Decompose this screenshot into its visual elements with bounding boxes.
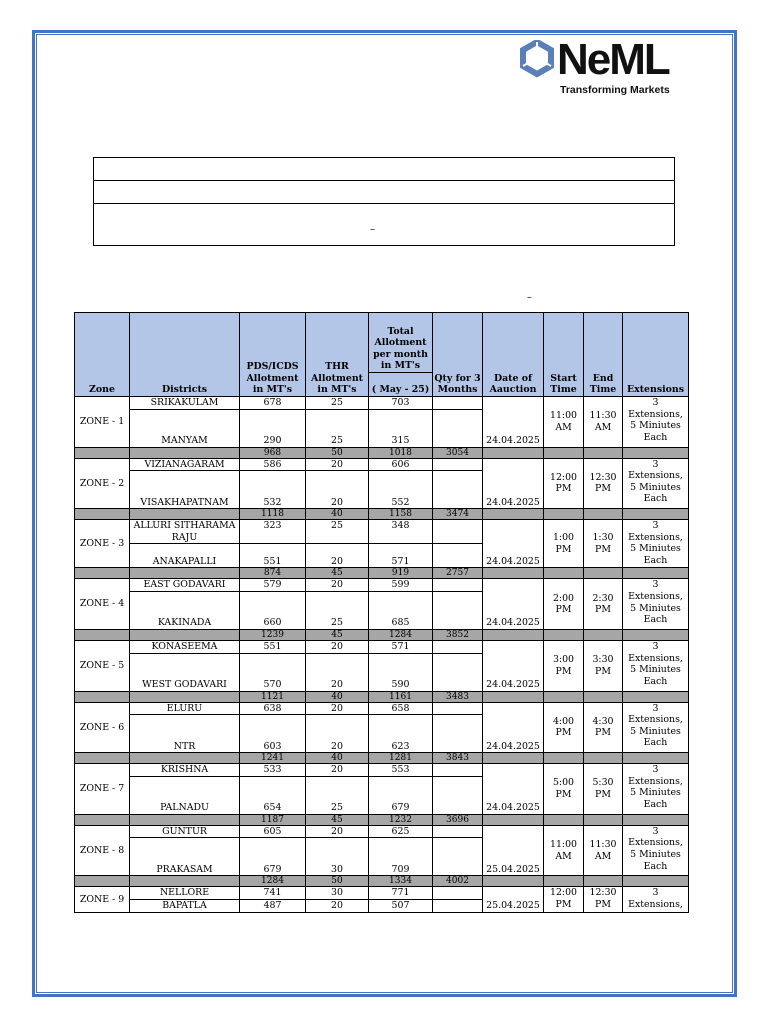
- allotment-table: [74, 312, 689, 913]
- total-cell: 590: [369, 653, 433, 691]
- info-row: [94, 181, 674, 204]
- district-cell: BAPATLA: [130, 899, 240, 912]
- date-cell: 24.04.2025: [483, 458, 544, 509]
- qty-cell: [433, 825, 483, 838]
- end-time-cell: 5:30 PM: [584, 764, 623, 815]
- info-dash: –: [370, 224, 375, 235]
- subtotal-blank: [130, 814, 240, 825]
- zone-cell: ZONE - 7: [75, 764, 130, 815]
- subtotal-pds: 1241: [240, 753, 306, 764]
- subtotal-row: [75, 691, 689, 702]
- subtotal-pds: 1187: [240, 814, 306, 825]
- subtotal-blank: [544, 629, 584, 640]
- total-cell: 553: [369, 764, 433, 777]
- thr-cell: 20: [306, 825, 369, 838]
- pds-cell: 570: [240, 653, 306, 691]
- allotment-table-body: [75, 397, 689, 913]
- subtotal-pds: 1239: [240, 629, 306, 640]
- thr-cell: 20: [306, 653, 369, 691]
- subtotal-thr: 45: [306, 814, 369, 825]
- subtotal-row: [75, 876, 689, 887]
- extensions-cell: 3 Extensions, 5 Miniutes Each: [623, 702, 689, 753]
- subtotal-blank: [130, 753, 240, 764]
- total-cell: 685: [369, 591, 433, 629]
- pds-cell: 603: [240, 715, 306, 753]
- info-row: [94, 204, 674, 245]
- total-cell: 606: [369, 458, 433, 471]
- zone-cell: ZONE - 4: [75, 579, 130, 630]
- subtotal-blank: [584, 629, 623, 640]
- district-cell: GUNTUR: [130, 825, 240, 838]
- district-cell: VIZIANAGARAM: [130, 458, 240, 471]
- thr-cell: 20: [306, 715, 369, 753]
- qty-cell: [433, 544, 483, 568]
- info-box: [93, 157, 675, 246]
- extensions-cell: 3 Extensions, 5 Miniutes Each: [623, 579, 689, 630]
- total-cell: 315: [369, 409, 433, 447]
- district-cell: PALNADU: [130, 776, 240, 814]
- date-cell: 24.04.2025: [483, 397, 544, 448]
- total-cell: 658: [369, 702, 433, 715]
- subtotal-blank: [544, 753, 584, 764]
- header-zone: Zone: [75, 313, 130, 397]
- table-row: [75, 520, 689, 544]
- thr-cell: 30: [306, 887, 369, 900]
- header-total-allotment: Total Allotment per month in MT's: [369, 313, 433, 373]
- subtotal-blank: [483, 691, 544, 702]
- subtotal-total: 1158: [369, 509, 433, 520]
- subtotal-blank: [130, 691, 240, 702]
- thr-cell: 25: [306, 397, 369, 410]
- subtotal-thr: 45: [306, 629, 369, 640]
- qty-cell: [433, 409, 483, 447]
- thr-cell: 25: [306, 409, 369, 447]
- start-time-cell: 11:00 AM: [544, 825, 584, 876]
- subtotal-pds: 1284: [240, 876, 306, 887]
- total-cell: 599: [369, 579, 433, 592]
- subtotal-qty: 3054: [433, 447, 483, 458]
- pds-cell: 605: [240, 825, 306, 838]
- subtotal-total: 1281: [369, 753, 433, 764]
- total-cell: 679: [369, 776, 433, 814]
- district-cell: WEST GODAVARI: [130, 653, 240, 691]
- start-time-cell: 3:00 PM: [544, 640, 584, 691]
- extensions-cell: 3 Extensions, 5 Miniutes Each: [623, 640, 689, 691]
- thr-cell: 20: [306, 764, 369, 777]
- pds-cell: 586: [240, 458, 306, 471]
- qty-cell: [433, 715, 483, 753]
- subtotal-thr: 40: [306, 753, 369, 764]
- extensions-cell: 3 Extensions, 5 Miniutes Each: [623, 458, 689, 509]
- district-cell: NELLORE: [130, 887, 240, 900]
- neml-logo: [519, 35, 679, 100]
- start-time-cell: 12:00 PM: [544, 458, 584, 509]
- subtotal-blank: [130, 876, 240, 887]
- zone-cell: ZONE - 1: [75, 397, 130, 448]
- subtotal-qty: 2757: [433, 568, 483, 579]
- subtotal-total: 1018: [369, 447, 433, 458]
- qty-cell: [433, 887, 483, 900]
- subtotal-blank: [584, 691, 623, 702]
- header-end-time: End Time: [584, 313, 623, 397]
- thr-cell: 20: [306, 544, 369, 568]
- district-cell: KAKINADA: [130, 591, 240, 629]
- start-time-cell: 12:00 PM: [544, 887, 584, 912]
- qty-cell: [433, 640, 483, 653]
- subtotal-row: [75, 509, 689, 520]
- subtotal-blank: [75, 876, 130, 887]
- pds-cell: 679: [240, 838, 306, 876]
- table-row: [75, 458, 689, 471]
- header-start-time: Start Time: [544, 313, 584, 397]
- table-row: [75, 825, 689, 838]
- qty-cell: [433, 458, 483, 471]
- table-row: [75, 764, 689, 777]
- logo-wordmark: NeML: [557, 35, 669, 84]
- table-row: [75, 640, 689, 653]
- header-extensions: Extensions: [623, 313, 689, 397]
- end-time-cell: 11:30 AM: [584, 397, 623, 448]
- subtotal-blank: [75, 753, 130, 764]
- end-time-cell: 12:30 PM: [584, 887, 623, 912]
- subtotal-total: 1284: [369, 629, 433, 640]
- subtotal-qty: 3474: [433, 509, 483, 520]
- end-time-cell: 11:30 AM: [584, 825, 623, 876]
- subtotal-row: [75, 447, 689, 458]
- header-pds-allotment: PDS/ICDS Allotment in MT's: [240, 313, 306, 397]
- pds-cell: 551: [240, 640, 306, 653]
- subtotal-blank: [75, 814, 130, 825]
- start-time-cell: 2:00 PM: [544, 579, 584, 630]
- qty-cell: [433, 776, 483, 814]
- end-time-cell: 4:30 PM: [584, 702, 623, 753]
- date-cell: 24.04.2025: [483, 640, 544, 691]
- subtotal-blank: [483, 814, 544, 825]
- pds-cell: 579: [240, 579, 306, 592]
- subtotal-thr: 40: [306, 509, 369, 520]
- table-row: [75, 579, 689, 592]
- subtotal-blank: [544, 568, 584, 579]
- qty-cell: [433, 838, 483, 876]
- subtotal-blank: [130, 509, 240, 520]
- subtotal-blank: [623, 691, 689, 702]
- subtotal-thr: 40: [306, 691, 369, 702]
- district-cell: EAST GODAVARI: [130, 579, 240, 592]
- subtotal-total: 1161: [369, 691, 433, 702]
- subtotal-blank: [584, 814, 623, 825]
- subtotal-blank: [544, 691, 584, 702]
- subtotal-blank: [483, 447, 544, 458]
- pds-cell: 638: [240, 702, 306, 715]
- subtotal-blank: [130, 447, 240, 458]
- subtotal-blank: [584, 509, 623, 520]
- subtotal-blank: [623, 814, 689, 825]
- subtotal-blank: [483, 629, 544, 640]
- subtotal-total: 919: [369, 568, 433, 579]
- qty-cell: [433, 764, 483, 777]
- date-cell: 24.04.2025: [483, 764, 544, 815]
- district-cell: ELURU: [130, 702, 240, 715]
- logo-tagline: Transforming Markets: [560, 84, 670, 96]
- end-time-cell: 3:30 PM: [584, 640, 623, 691]
- pds-cell: 323: [240, 520, 306, 544]
- date-cell: 24.04.2025: [483, 520, 544, 568]
- thr-cell: 20: [306, 702, 369, 715]
- qty-cell: [433, 471, 483, 509]
- subtotal-blank: [544, 814, 584, 825]
- subtotal-total: 1232: [369, 814, 433, 825]
- subtotal-blank: [75, 629, 130, 640]
- district-cell: ANAKAPALLI: [130, 544, 240, 568]
- subtotal-blank: [623, 753, 689, 764]
- subtotal-blank: [584, 568, 623, 579]
- thr-cell: 20: [306, 579, 369, 592]
- qty-cell: [433, 520, 483, 544]
- district-cell: PRAKASAM: [130, 838, 240, 876]
- start-time-cell: 11:00 AM: [544, 397, 584, 448]
- start-time-cell: 5:00 PM: [544, 764, 584, 815]
- subtotal-blank: [623, 509, 689, 520]
- subtotal-thr: 45: [306, 568, 369, 579]
- total-cell: 771: [369, 887, 433, 900]
- subtotal-qty: 4002: [433, 876, 483, 887]
- subtotal-pds: 1118: [240, 509, 306, 520]
- subtotal-blank: [623, 876, 689, 887]
- qty-cell: [433, 653, 483, 691]
- thr-cell: 20: [306, 471, 369, 509]
- header-qty-3-months: Qty for 3 Months: [433, 313, 483, 397]
- thr-cell: 25: [306, 776, 369, 814]
- subtotal-blank: [130, 629, 240, 640]
- district-cell: ALLURI SITHARAMA RAJU: [130, 520, 240, 544]
- qty-cell: [433, 702, 483, 715]
- subtotal-qty: 3483: [433, 691, 483, 702]
- district-cell: KRISHNA: [130, 764, 240, 777]
- subtotal-qty: 3852: [433, 629, 483, 640]
- subtotal-row: [75, 629, 689, 640]
- total-cell: 623: [369, 715, 433, 753]
- subtotal-blank: [483, 568, 544, 579]
- extensions-cell: 3 Extensions,: [623, 887, 689, 912]
- subtotal-blank: [623, 629, 689, 640]
- pds-cell: 533: [240, 764, 306, 777]
- extensions-cell: 3 Extensions, 5 Miniutes Each: [623, 397, 689, 448]
- pds-cell: 487: [240, 899, 306, 912]
- subtotal-blank: [75, 691, 130, 702]
- end-time-cell: 2:30 PM: [584, 579, 623, 630]
- end-time-cell: 1:30 PM: [584, 520, 623, 568]
- qty-cell: [433, 579, 483, 592]
- subtotal-row: [75, 753, 689, 764]
- stray-dash: –: [527, 292, 532, 303]
- total-cell: 625: [369, 825, 433, 838]
- thr-cell: 30: [306, 838, 369, 876]
- zone-cell: ZONE - 5: [75, 640, 130, 691]
- subtotal-blank: [584, 447, 623, 458]
- subtotal-pds: 1121: [240, 691, 306, 702]
- subtotal-row: [75, 568, 689, 579]
- subtotal-total: 1334: [369, 876, 433, 887]
- thr-cell: 20: [306, 899, 369, 912]
- district-cell: NTR: [130, 715, 240, 753]
- table-row: [75, 702, 689, 715]
- subtotal-blank: [623, 568, 689, 579]
- start-time-cell: 4:00 PM: [544, 702, 584, 753]
- zone-cell: ZONE - 9: [75, 887, 130, 912]
- subtotal-thr: 50: [306, 876, 369, 887]
- header-districts: Districts: [130, 313, 240, 397]
- extensions-cell: 3 Extensions, 5 Miniutes Each: [623, 825, 689, 876]
- zone-cell: ZONE - 8: [75, 825, 130, 876]
- header-total-month: ( May - 25): [369, 373, 433, 397]
- zone-cell: ZONE - 6: [75, 702, 130, 753]
- header-thr-allotment: THR Allotment in MT's: [306, 313, 369, 397]
- pds-cell: 654: [240, 776, 306, 814]
- qty-cell: [433, 591, 483, 629]
- district-cell: SRIKAKULAM: [130, 397, 240, 410]
- date-cell: 24.04.2025: [483, 579, 544, 630]
- subtotal-pds: 968: [240, 447, 306, 458]
- district-cell: MANYAM: [130, 409, 240, 447]
- subtotal-blank: [75, 568, 130, 579]
- neml-logo-icon: [519, 40, 555, 80]
- extensions-cell: 3 Extensions, 5 Miniutes Each: [623, 520, 689, 568]
- end-time-cell: 12:30 PM: [584, 458, 623, 509]
- total-cell: 571: [369, 640, 433, 653]
- info-row: [94, 158, 674, 181]
- date-cell: 24.04.2025: [483, 702, 544, 753]
- total-cell: 703: [369, 397, 433, 410]
- subtotal-blank: [483, 876, 544, 887]
- subtotal-qty: 3696: [433, 814, 483, 825]
- pds-cell: 741: [240, 887, 306, 900]
- district-cell: VISAKHAPATNAM: [130, 471, 240, 509]
- pds-cell: 290: [240, 409, 306, 447]
- subtotal-blank: [544, 447, 584, 458]
- district-cell: KONASEEMA: [130, 640, 240, 653]
- subtotal-blank: [584, 876, 623, 887]
- table-row: [75, 887, 689, 900]
- subtotal-pds: 874: [240, 568, 306, 579]
- table-row: [75, 397, 689, 410]
- subtotal-blank: [544, 876, 584, 887]
- header-date-of-auction: Date of Aauction: [483, 313, 544, 397]
- pds-cell: 532: [240, 471, 306, 509]
- date-cell: 25.04.2025: [483, 887, 544, 912]
- date-cell: 25.04.2025: [483, 825, 544, 876]
- zone-cell: ZONE - 2: [75, 458, 130, 509]
- qty-cell: [433, 397, 483, 410]
- pds-cell: 551: [240, 544, 306, 568]
- thr-cell: 20: [306, 458, 369, 471]
- total-cell: 507: [369, 899, 433, 912]
- thr-cell: 20: [306, 640, 369, 653]
- qty-cell: [433, 899, 483, 912]
- extensions-cell: 3 Extensions, 5 Miniutes Each: [623, 764, 689, 815]
- subtotal-thr: 50: [306, 447, 369, 458]
- subtotal-blank: [584, 753, 623, 764]
- thr-cell: 25: [306, 591, 369, 629]
- total-cell: 552: [369, 471, 433, 509]
- pds-cell: 660: [240, 591, 306, 629]
- subtotal-blank: [623, 447, 689, 458]
- start-time-cell: 1:00 PM: [544, 520, 584, 568]
- subtotal-row: [75, 814, 689, 825]
- subtotal-blank: [75, 447, 130, 458]
- thr-cell: 25: [306, 520, 369, 544]
- total-cell: 709: [369, 838, 433, 876]
- subtotal-blank: [75, 509, 130, 520]
- subtotal-blank: [130, 568, 240, 579]
- zone-cell: ZONE - 3: [75, 520, 130, 568]
- subtotal-qty: 3843: [433, 753, 483, 764]
- total-cell: 348: [369, 520, 433, 544]
- total-cell: 571: [369, 544, 433, 568]
- subtotal-blank: [544, 509, 584, 520]
- pds-cell: 678: [240, 397, 306, 410]
- subtotal-blank: [483, 509, 544, 520]
- subtotal-blank: [483, 753, 544, 764]
